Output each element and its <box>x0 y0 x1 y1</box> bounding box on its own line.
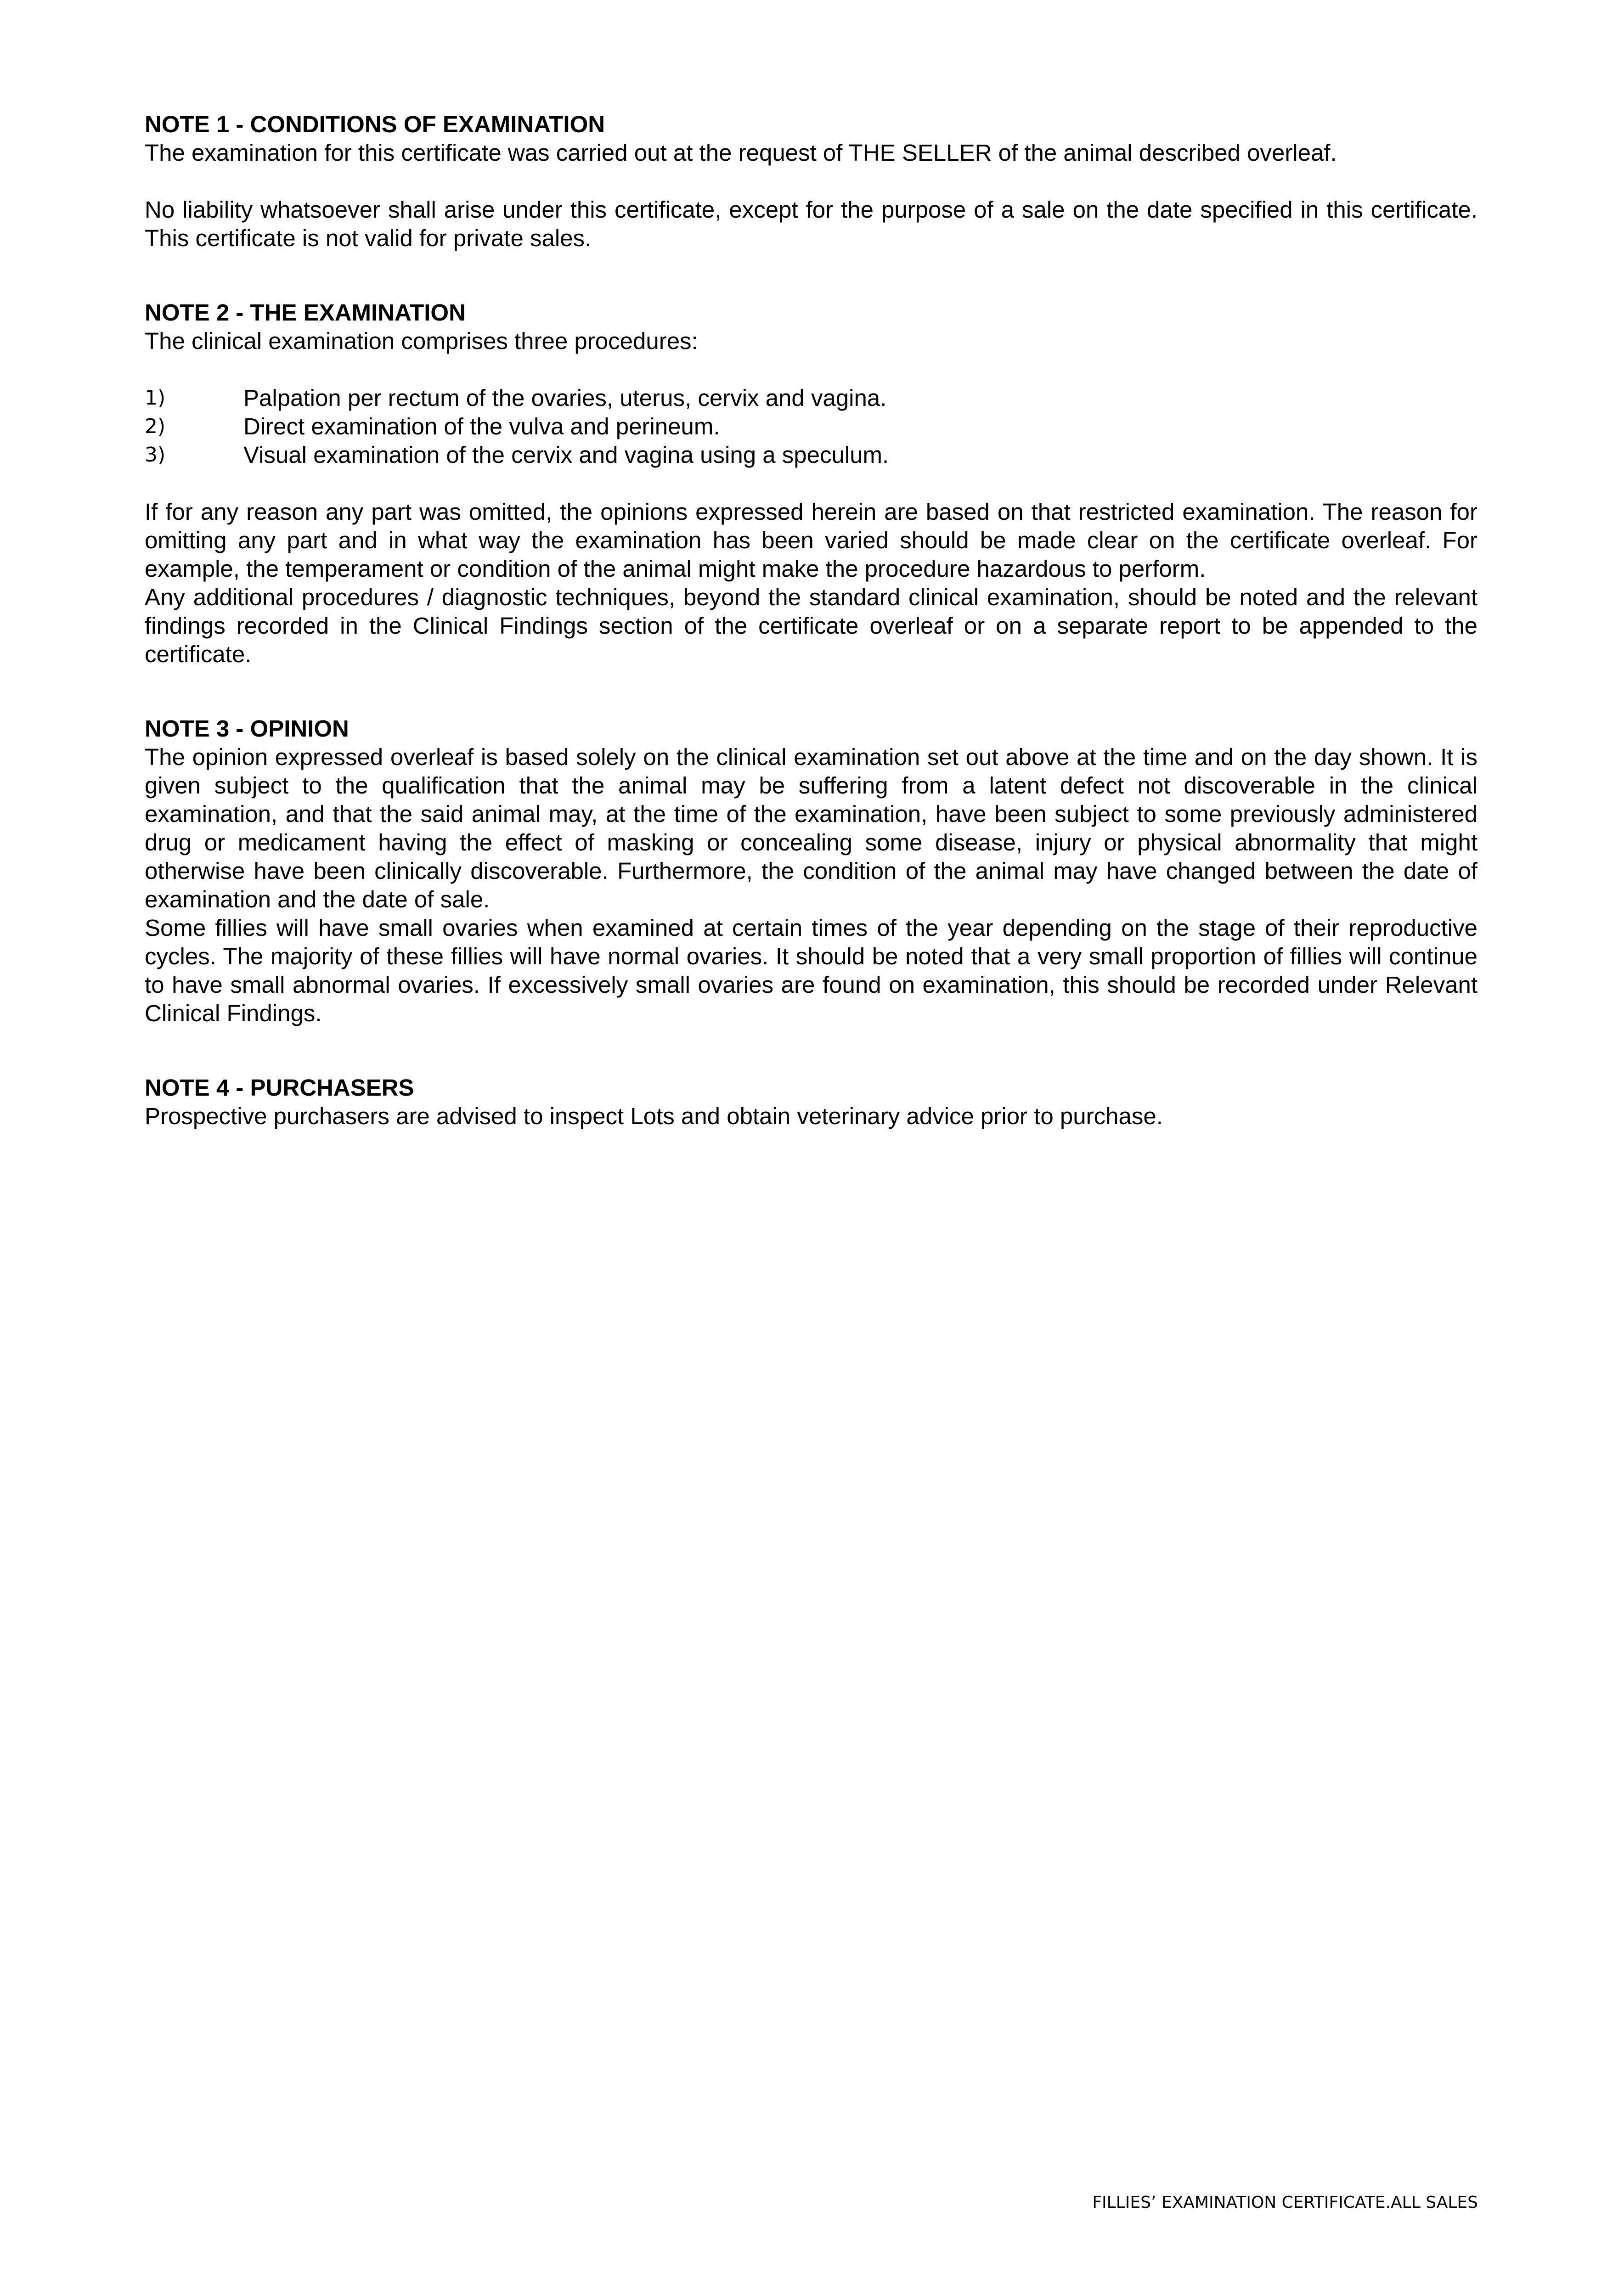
page-footer: FILLIES’ EXAMINATION CERTIFICATE.ALL SALES <box>1092 2193 1478 2212</box>
note-1-paragraph-2: No liability whatsoever shall arise under this certificate, except for the purpose of a sale on the date specified in this certificate. This certificate is not valid for private sales. <box>145 197 1477 251</box>
procedure-text: Palpation per rectum of the ovaries, uterus, cervix and vagina. <box>243 385 887 411</box>
document-page <box>145 110 1477 1131</box>
list-item <box>145 384 1477 412</box>
section-spacer <box>145 253 1477 298</box>
note-1-section <box>145 110 1477 253</box>
note-2-paragraph-1: If for any reason any part was omitted, the opinions expressed herein are based on that restricted examination. The reason for omitting any part and in what way the examination has been varied should be made clear on the certificate overleaf. For example, the temperament or condition of the animal might make the procedure hazardous to perform. <box>145 499 1477 582</box>
procedure-text: Visual examination of the cervix and vagina using a speculum. <box>243 442 889 468</box>
procedure-number: 3) <box>145 443 166 467</box>
procedure-number: 2) <box>145 415 166 438</box>
section-spacer <box>145 1028 1477 1074</box>
note-4-heading: NOTE 4 - PURCHASERS <box>145 1075 414 1101</box>
note-3-paragraph-2: Some fillies will have small ovaries when examined at certain times of the year depending on the stage of their reproductive cycles. The majority of these fillies will have normal ovaries. It should be noted that a very small proportion of fillies will continue to have small abnormal ovaries. If excessively small ovaries are found on examination, this should be recorded under Relevant Clinical Findings. <box>145 915 1477 1026</box>
note-4-section <box>145 1074 1477 1131</box>
note-1-heading: NOTE 1 - CONDITIONS OF EXAMINATION <box>145 111 605 137</box>
procedure-list <box>145 384 1477 469</box>
note-4-paragraph-1: Prospective purchasers are advised to inspect Lots and obtain veterinary advice prior to purchase. <box>145 1103 1163 1129</box>
spacer <box>145 355 1477 384</box>
note-2-paragraph-2: Any additional procedures / diagnostic techniques, beyond the standard clinical examination, should be noted and the relevant findings recorded in the Clinical Findings section of the certificate overleaf or on a separate report to be appended to the certificate. <box>145 584 1477 667</box>
list-item <box>145 412 1477 441</box>
procedure-number: 1) <box>145 386 166 410</box>
spacer <box>145 469 1477 498</box>
note-2-heading: NOTE 2 - THE EXAMINATION <box>145 299 466 326</box>
note-1-paragraph-1: The examination for this certificate was carried out at the request of THE SELLER of the animal described overleaf. <box>145 140 1337 166</box>
procedure-text: Direct examination of the vulva and perineum. <box>243 413 720 439</box>
note-2-intro: The clinical examination comprises three procedures: <box>145 328 698 354</box>
note-2-section <box>145 298 1477 669</box>
section-spacer <box>145 669 1477 715</box>
note-3-section <box>145 715 1477 1028</box>
list-item <box>145 441 1477 469</box>
note-3-paragraph-1: The opinion expressed overleaf is based solely on the clinical examination set out above at the time and on the day shown. It is given subject to the qualification that the animal may be suffering from a latent defect not discoverable in the clinical examination, and that the said animal may, at the time of the examination, have been subject to some previously administered drug or medicament having the effect of masking or concealing some disease, injury or physical abnormality that might otherwise have been clinically discoverable. Furthermore, the condition of the animal may have changed between the date of examination and the date of sale. <box>145 744 1477 912</box>
spacer <box>145 167 1477 196</box>
note-3-heading: NOTE 3 - OPINION <box>145 715 349 742</box>
